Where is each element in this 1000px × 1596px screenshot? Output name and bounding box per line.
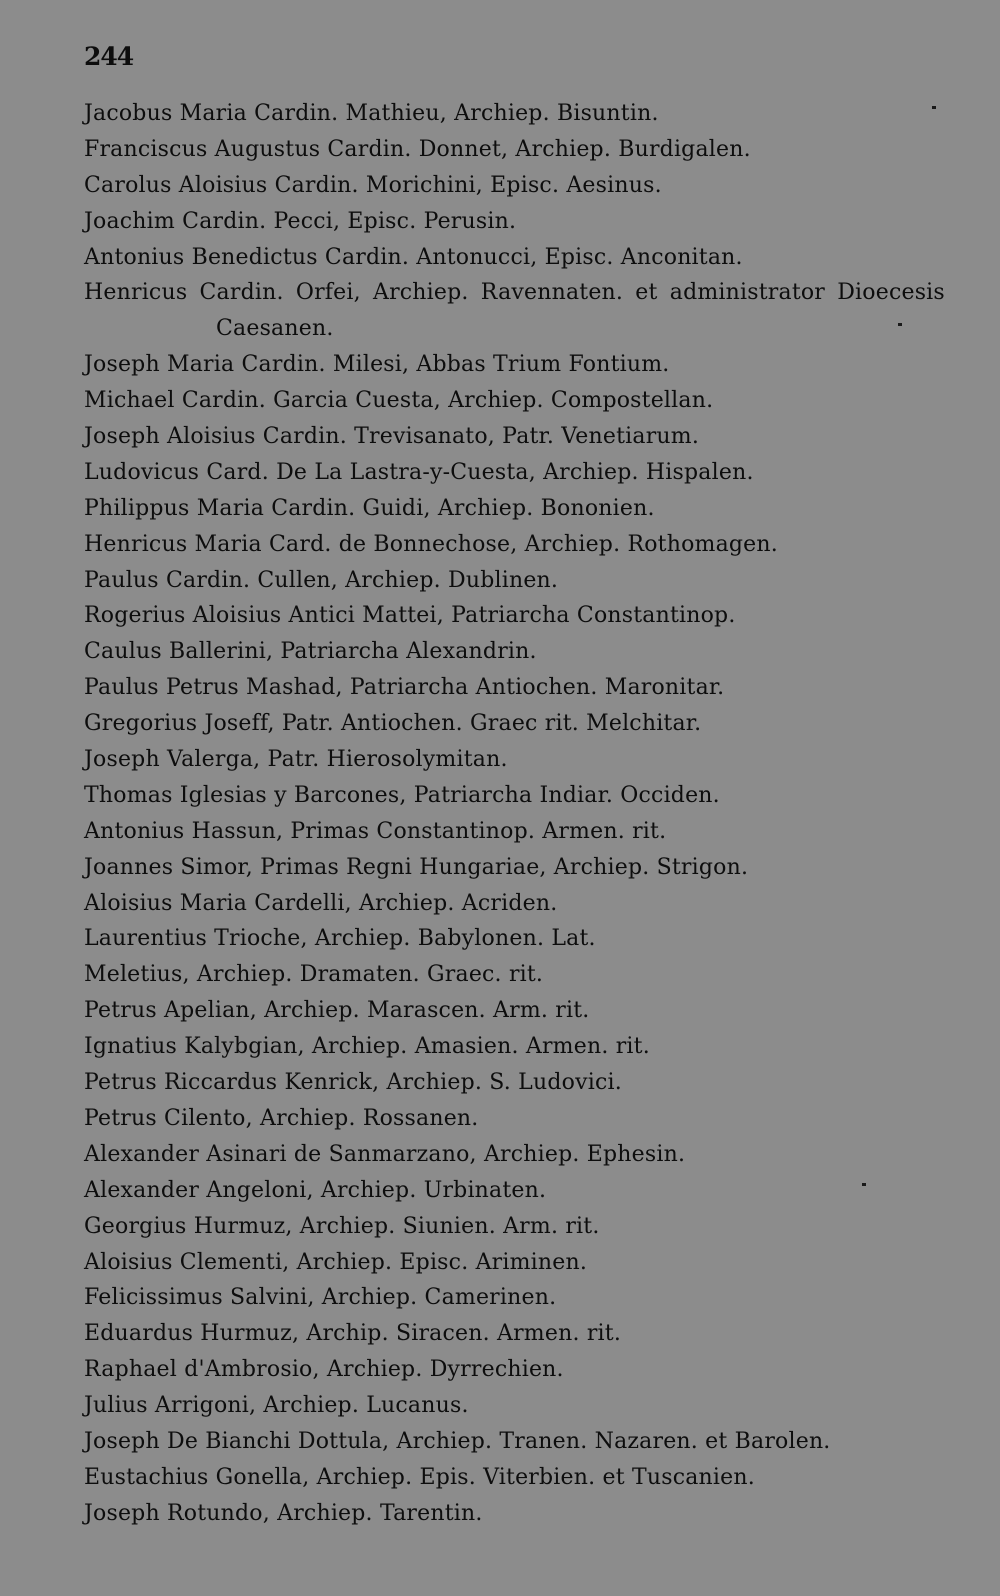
print-speck bbox=[932, 106, 936, 109]
list-item: Ludovicus Card. De La Lastra-y-Cuesta, Archiep. Hispalen. bbox=[84, 459, 754, 485]
list-item: Rogerius Aloisius Antici Mattei, Patriarcha Constantinop. bbox=[84, 603, 736, 629]
list-item: Alexander Angeloni, Archiep. Urbinaten. bbox=[84, 1177, 547, 1203]
list-item: Raphael d'Ambrosio, Archiep. Dyrrechien. bbox=[84, 1357, 564, 1383]
list-item: Caulus Ballerini, Patriarcha Alexandrin. bbox=[84, 639, 537, 665]
list-item: Jacobus Maria Cardin. Mathieu, Archiep. Bisuntin. bbox=[84, 101, 659, 126]
list-item: Michael Cardin. Garcia Cuesta, Archiep. Compostellan. bbox=[84, 388, 714, 414]
list-item: Eustachius Gonella, Archiep. Epis. Viterbien. et Tuscanien. bbox=[84, 1464, 755, 1490]
prelate-list bbox=[84, 96, 974, 1532]
list-item: Petrus Cilento, Archiep. Rossanen. bbox=[84, 1105, 479, 1131]
print-speck bbox=[862, 1183, 866, 1186]
list-item: Paulus Cardin. Cullen, Archiep. Dublinen. bbox=[84, 567, 559, 593]
list-item: Felicissimus Salvini, Archiep. Camerinen. bbox=[84, 1285, 557, 1311]
list-item: Thomas Iglesias y Barcones, Patriarcha Indiar. Occiden. bbox=[84, 782, 720, 808]
list-item: Gregorius Joseff, Patr. Antiochen. Graec rit. Melchitar. bbox=[84, 711, 702, 737]
list-item: Petrus Apelian, Archiep. Marascen. Arm. rit. bbox=[84, 998, 590, 1024]
list-item: Carolus Aloisius Cardin. Morichini, Episc. Aesinus. bbox=[84, 172, 662, 198]
list-item: Philippus Maria Cardin. Guidi, Archiep. Bononien. bbox=[84, 495, 655, 521]
list-item: Georgius Hurmuz, Archiep. Siunien. Arm. rit. bbox=[84, 1213, 600, 1239]
list-item: Julius Arrigoni, Archiep. Lucanus. bbox=[84, 1393, 469, 1419]
list-item: Ignatius Kalybgian, Archiep. Amasien. Armen. rit. bbox=[84, 1034, 650, 1060]
list-item: Joachim Cardin. Pecci, Episc. Perusin. bbox=[84, 208, 517, 234]
list-item-continuation: Caesanen. bbox=[216, 316, 334, 342]
list-item: Meletius, Archiep. Dramaten. Graec. rit. bbox=[84, 962, 544, 988]
list-item: Joseph Valerga, Patr. Hierosolymitan. bbox=[84, 747, 508, 773]
list-item: Joseph Aloisius Cardin. Trevisanato, Patr. Venetiarum. bbox=[84, 424, 700, 450]
list-item: Franciscus Augustus Cardin. Donnet, Archiep. Burdigalen. bbox=[84, 136, 751, 162]
list-item: Antonius Benedictus Cardin. Antonucci, Episc. Anconitan. bbox=[84, 244, 743, 270]
list-item: Joseph Rotundo, Archiep. Tarentin. bbox=[84, 1500, 483, 1526]
list-item: Aloisius Maria Cardelli, Archiep. Acriden. bbox=[84, 890, 558, 916]
list-item: Paulus Petrus Mashad, Patriarcha Antiochen. Maronitar. bbox=[84, 675, 725, 701]
list-item: Laurentius Trioche, Archiep. Babylonen. Lat. bbox=[84, 926, 596, 952]
list-item: Antonius Hassun, Primas Constantinop. Armen. rit. bbox=[84, 818, 667, 844]
print-speck bbox=[898, 323, 902, 326]
list-item: Aloisius Clementi, Archiep. Episc. Ariminen. bbox=[84, 1249, 588, 1275]
list-item: Alexander Asinari de Sanmarzano, Archiep. Ephesin. bbox=[84, 1141, 686, 1167]
list-item: Petrus Riccardus Kenrick, Archiep. S. Ludovici. bbox=[84, 1070, 622, 1096]
list-item: Henricus Maria Card. de Bonnechose, Archiep. Rothomagen. bbox=[84, 531, 778, 557]
list-item: Joseph Maria Cardin. Milesi, Abbas Trium Fontium. bbox=[84, 352, 670, 378]
list-item: Joannes Simor, Primas Regni Hungariae, Archiep. Strigon. bbox=[84, 854, 749, 880]
list-item: Joseph De Bianchi Dottula, Archiep. Tranen. Nazaren. et Barolen. bbox=[84, 1428, 831, 1454]
list-item: Eduardus Hurmuz, Archip. Siracen. Armen. rit. bbox=[84, 1321, 622, 1347]
page-number: 244 bbox=[84, 42, 134, 71]
list-item: Henricus Cardin. Orfei, Archiep. Ravennaten. et administrator Dioecesis bbox=[84, 280, 945, 306]
